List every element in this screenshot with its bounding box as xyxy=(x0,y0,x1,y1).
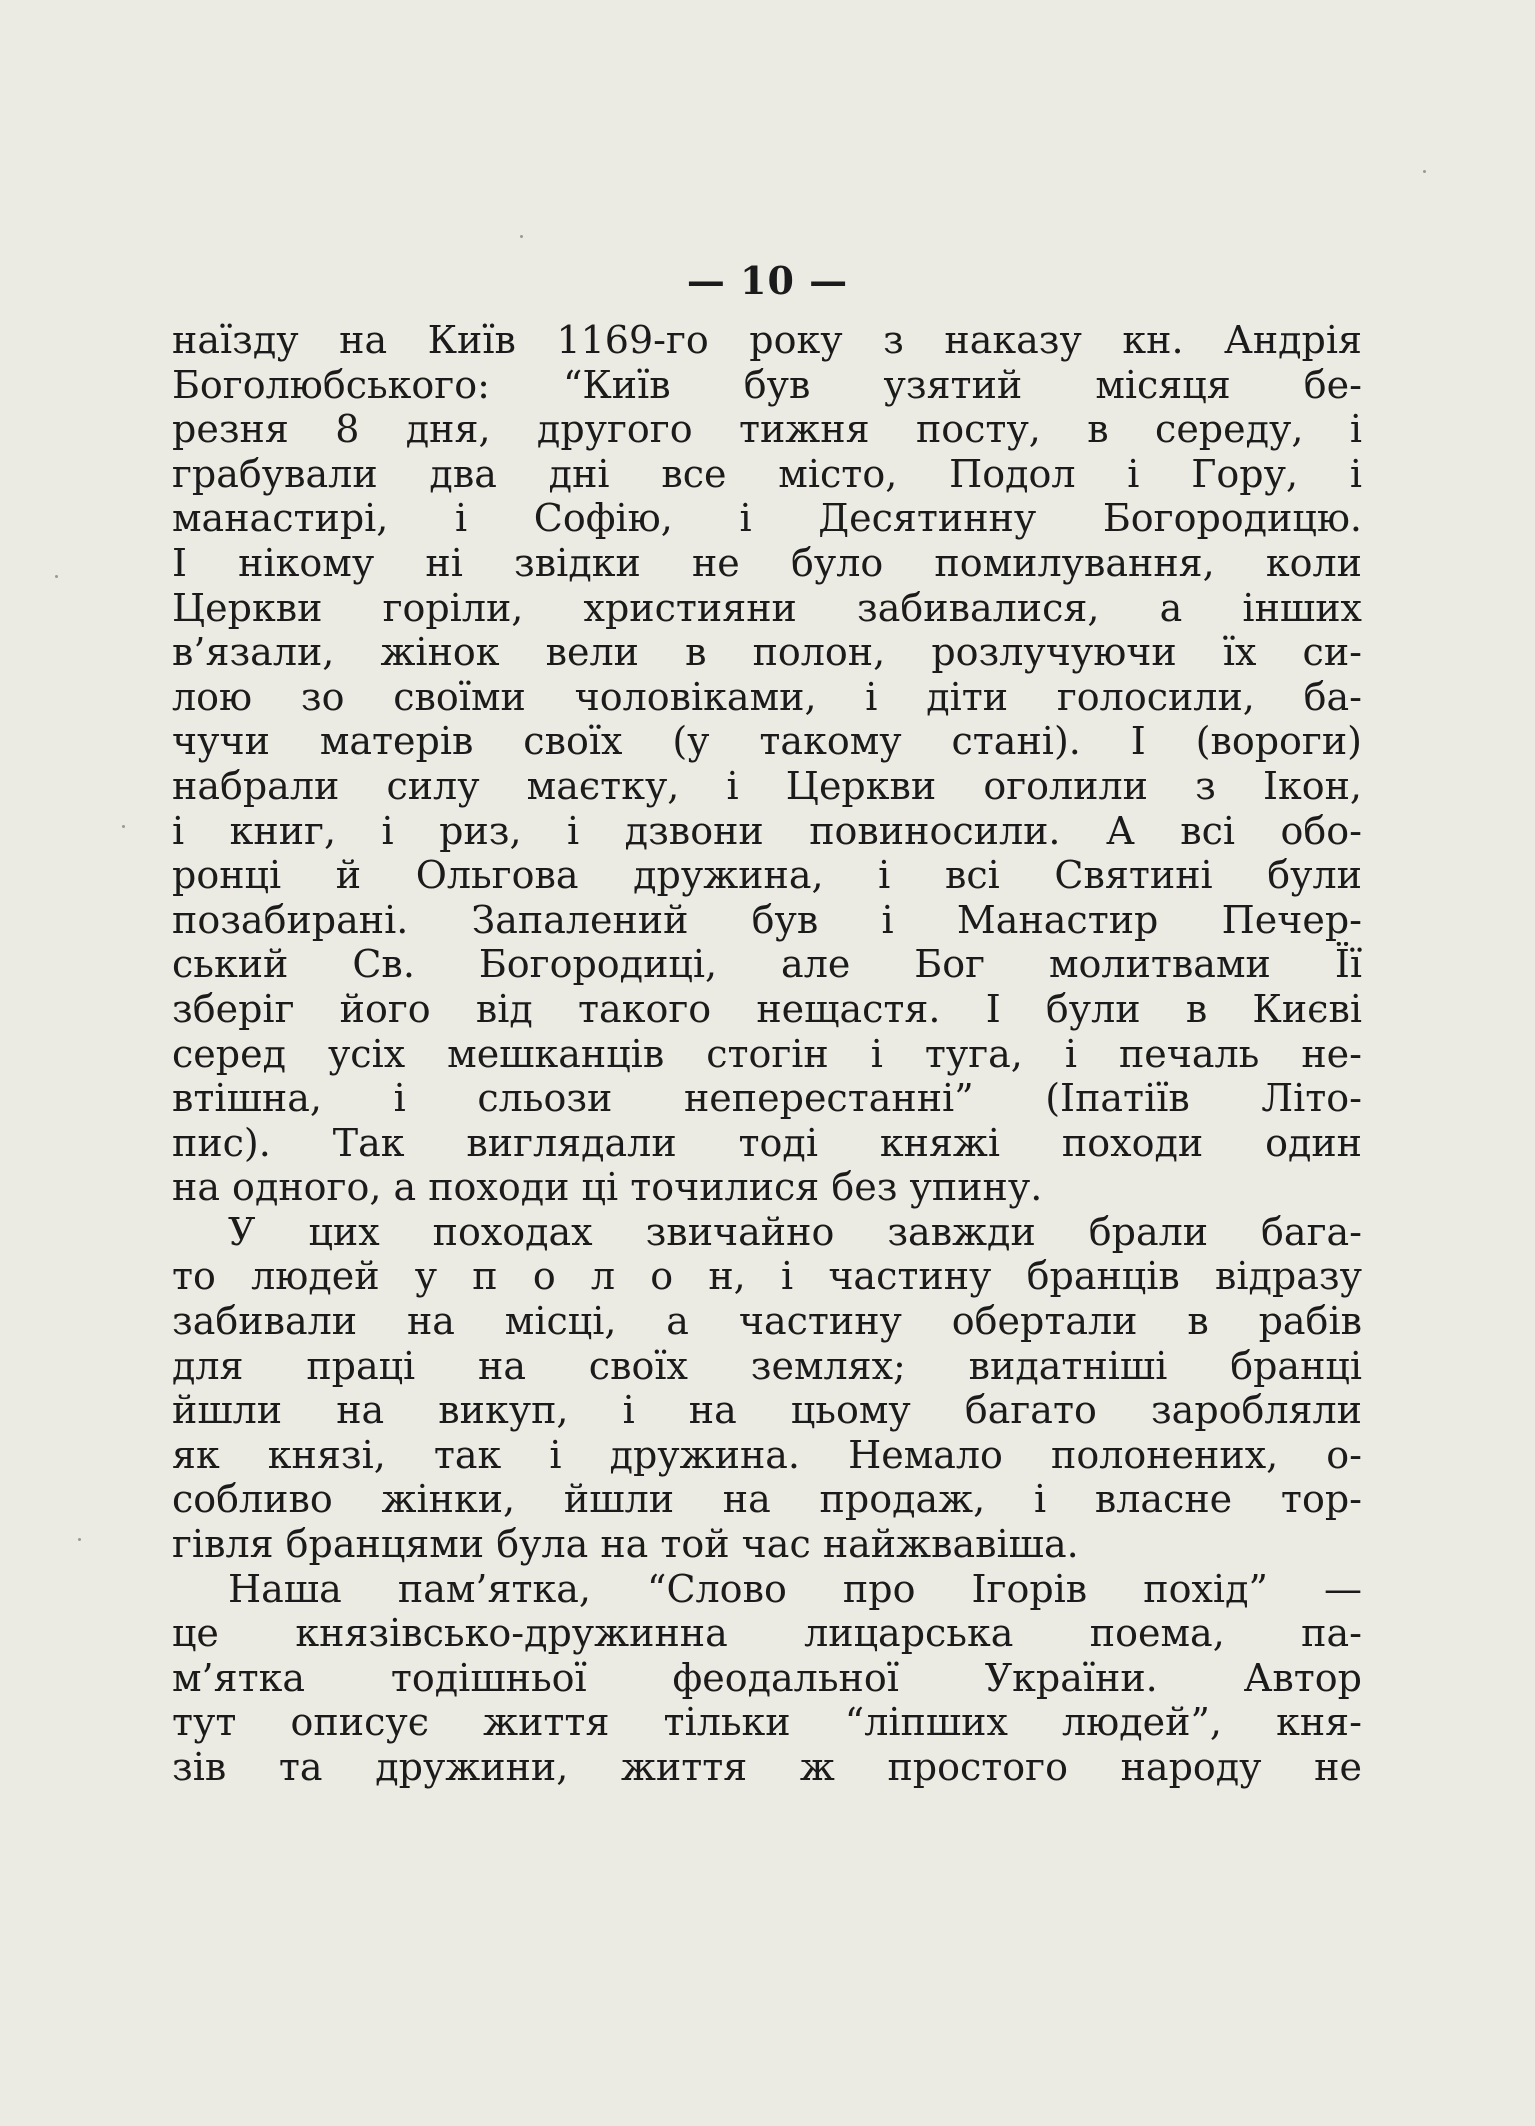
text-line: як князі, так і дружина. Немало полонених, о- xyxy=(172,1432,1362,1477)
text-line: Наша пам’ятка, “Слово про Ігорів похід” — xyxy=(228,1566,1362,1611)
text-line: ський Св. Богородиці, але Бог молитвами Її xyxy=(172,942,1362,987)
text-line: наїзду на Київ 1169-го року з наказу кн. Андрія xyxy=(172,318,1362,362)
text-line: Боголюбського: “Київ був узятий місяця бе- xyxy=(172,362,1362,407)
paper-speck xyxy=(78,1538,81,1541)
text-line: зів та дружини, життя ж простого народу не xyxy=(172,1745,1362,1789)
text-line: резня 8 дня, другого тижня посту, в середу, і xyxy=(172,407,1362,452)
paper-speck xyxy=(1423,170,1426,173)
text-line: на одного, а походи ці точилися без упину. xyxy=(172,1165,1043,1210)
paper-speck xyxy=(520,235,523,238)
page-number: — 10 — xyxy=(686,258,849,303)
text-line: для праці на своїх землях; видатніші бранці xyxy=(172,1343,1362,1388)
text-line: У цих походах звичайно завжди брали бага- xyxy=(228,1209,1362,1254)
text-line: в’язали, жінок вели в полон, розлучуючи їх си- xyxy=(172,630,1362,675)
text-line: і книг, і риз, і дзвони повиносили. А всі обо- xyxy=(172,808,1362,853)
paragraph-2 xyxy=(172,1210,1362,1567)
text-line: то людей у п о л о н, і частину бранців відразу xyxy=(172,1254,1362,1299)
text-line: позабирані. Запалений був і Манастир Печер- xyxy=(172,897,1362,942)
text-line: чучи матерів своїх (у такому стані). І (вороги) xyxy=(172,719,1362,764)
text-line: набрали силу маєтку, і Церкви оголили з Ікон, xyxy=(172,763,1362,808)
text-line: забивали на місці, а частину обертали в рабів xyxy=(172,1299,1362,1344)
text-line: гівля бранцями була на той час найжвавіша. xyxy=(172,1522,1079,1567)
text-line: втішна, і сльози неперестанні” (Іпатіїв Літо- xyxy=(172,1076,1362,1121)
text-line: грабували два дні все місто, Подол і Гору, і xyxy=(172,451,1362,496)
text-line: манастирі, і Софію, і Десятинну Богородицю. xyxy=(172,496,1362,541)
text-line: м’ятка тодішньої феодальної України. Автор xyxy=(172,1655,1362,1700)
text-line: собливо жінки, йшли на продаж, і власне тор- xyxy=(172,1477,1362,1522)
text-line: тут описує життя тільки “ліпших людей”, кня- xyxy=(172,1700,1362,1745)
paragraph-1 xyxy=(172,318,1362,1210)
paragraph-3 xyxy=(172,1567,1362,1790)
text-line: це князівсько-дружинна лицарська поема, па- xyxy=(172,1611,1362,1656)
text-line: ронці й Ольгова дружина, і всі Святині були xyxy=(172,853,1362,898)
text-line: І нікому ні звідки не було помилування, коли xyxy=(172,540,1362,585)
text-line: йшли на викуп, і на цьому багато заробляли xyxy=(172,1388,1362,1433)
text-line: серед усіх мешканців стогін і туга, і печаль не- xyxy=(172,1031,1362,1076)
paper-speck xyxy=(122,825,125,828)
text-line: зберіг його від такого нещастя. І були в Києві xyxy=(172,986,1362,1031)
paper-speck xyxy=(55,575,58,578)
body-text xyxy=(172,318,1362,1790)
text-line: лою зо своїми чоловіками, і діти голосили, ба- xyxy=(172,674,1362,719)
text-line: пис). Так виглядали тоді княжі походи один xyxy=(172,1120,1362,1165)
text-line: Церкви горіли, християни забивалися, а інших xyxy=(172,585,1362,630)
